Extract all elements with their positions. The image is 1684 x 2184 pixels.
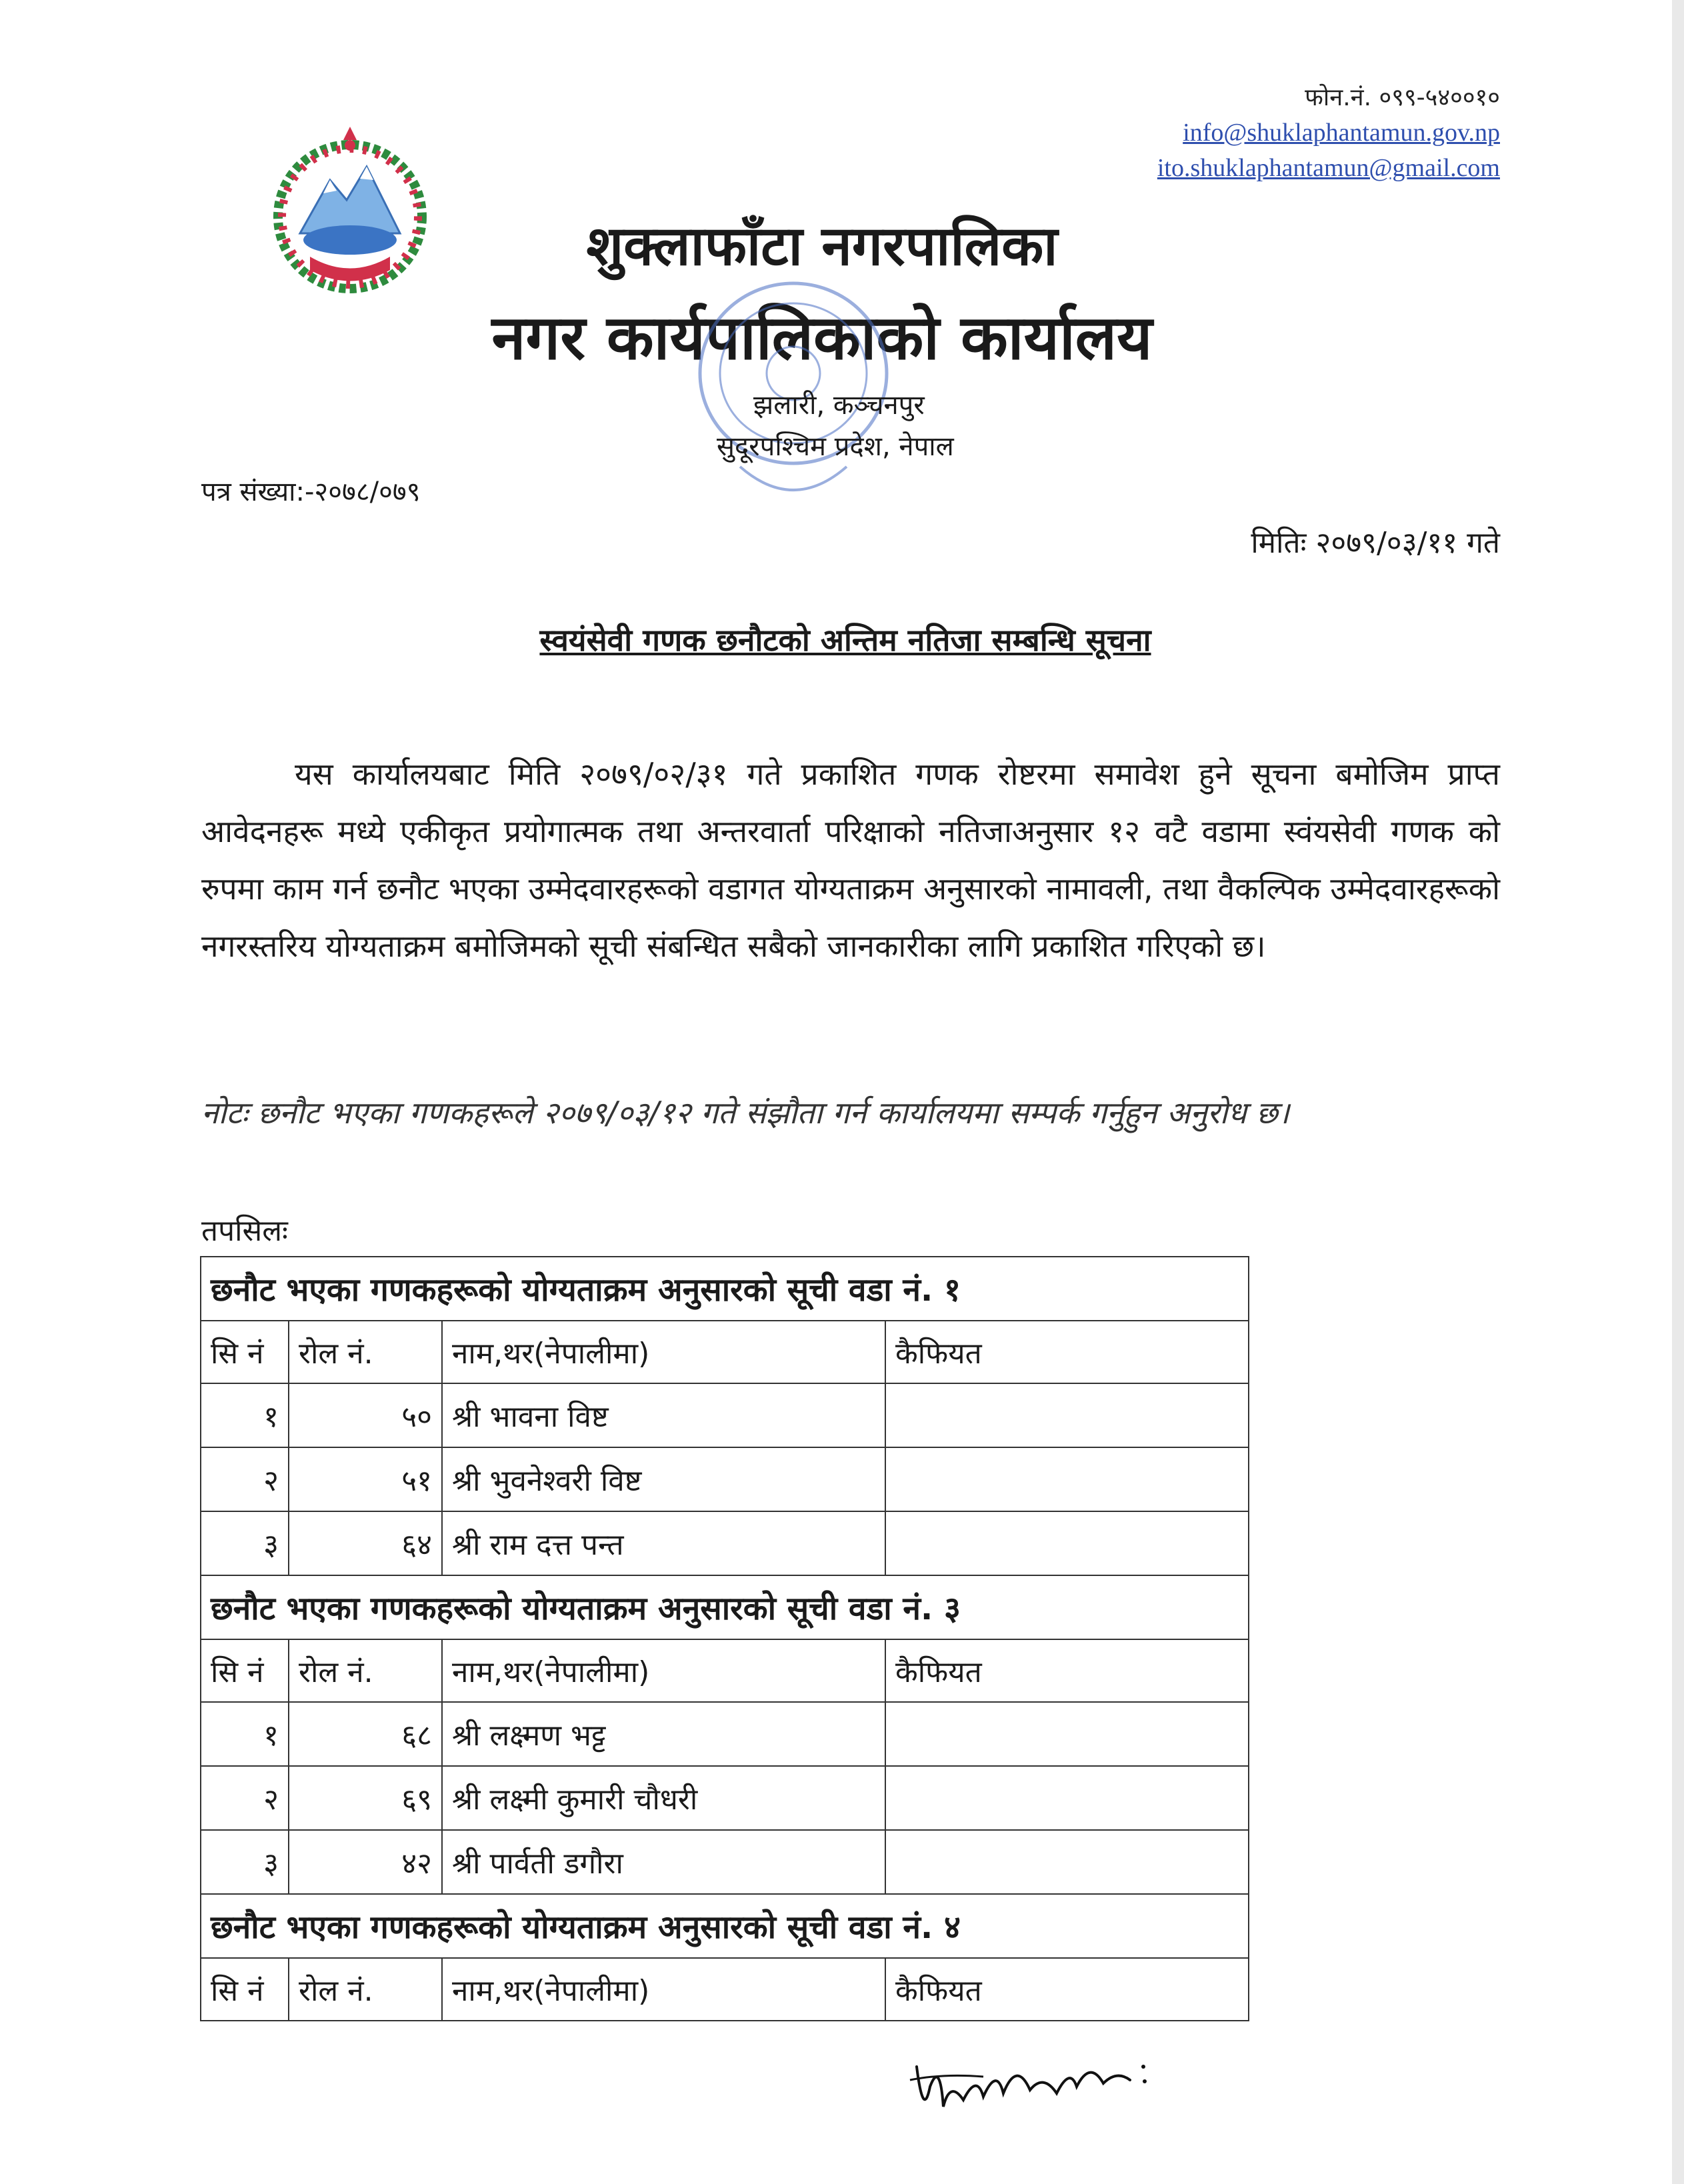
column-header-row (201, 1321, 1249, 1383)
cell-name: श्री भुवनेश्वरी विष्ट (442, 1447, 885, 1511)
col-header-sn: सि नं (201, 1639, 289, 1702)
letter-date: मितिः २०७९/०३/११ गते (1251, 526, 1500, 560)
letter-body: यस कार्यालयबाट मिति २०७९/०२/३१ गते प्रकाशित गणक रोष्टरमा समावेश हुने सूचना बमोजिम प्राप्त आवेदनहरू मध्ये एकीकृत प्रयोगात्मक तथा अन्तरवार्ता परिक्षाको नतिजाअनुसार १२ वटै वडामा स्वंयसेवी गणक को रुपमा काम गर्न छनौट भएका उम्मेदवारहरूको वडागत योग्यताक्रम अनुसारको नामावली, तथा वैकल्पिक उम्मेदवारहरूको नगरस्तरिय योग्यताक्रम बमोजिमको सूची संबन्धित सबैको जानकारीका लागि प्रकाशित गरिएको छ। (201, 756, 1500, 964)
phone-number: फोन.नं. ०९९-५४००१० (1305, 84, 1500, 111)
col-header-remark: कैफियत (885, 1958, 1249, 2021)
cell-sn: ३ (201, 1830, 289, 1894)
cell-roll: ४२ (289, 1830, 442, 1894)
ward-heading: छनौट भएका गणकहरूको योग्यताक्रम अनुसारको सूची वडा नं. ३ (201, 1575, 1249, 1639)
email-link-secondary[interactable]: ito.shuklaphantamun@gmail.com (1157, 154, 1500, 182)
details-label: तपसिलः (201, 1214, 288, 1248)
cell-name: श्री लक्ष्मी कुमारी चौधरी (442, 1766, 885, 1830)
table-row (201, 1830, 1249, 1894)
cell-name: श्री पार्वती डगौरा (442, 1830, 885, 1894)
cell-remark (885, 1830, 1249, 1894)
letter-note: नोटः छनौट भएका गणकहरूले २०७९/०३/१२ गते संझौता गर्न कार्यालयमा सम्पर्क गर्नुहुन अनुरोध छ। (201, 1095, 1290, 1131)
cell-sn: २ (201, 1766, 289, 1830)
table-row (201, 1766, 1249, 1830)
col-header-roll: रोल नं. (289, 1639, 442, 1702)
address-line-1: झलारी, कञ्चनपुर (753, 390, 925, 421)
cell-remark (885, 1766, 1249, 1830)
email-link-primary[interactable]: info@shuklaphantamun.gov.np (1183, 119, 1500, 147)
cell-name: श्री भावना विष्ट (442, 1383, 885, 1447)
contact-block (1157, 80, 1500, 186)
cell-remark (885, 1511, 1249, 1575)
ward-heading-row (201, 1575, 1249, 1639)
cell-roll: ५१ (289, 1447, 442, 1511)
col-header-roll: रोल नं. (289, 1321, 442, 1383)
cell-roll: ५० (289, 1383, 442, 1447)
cell-sn: ३ (201, 1511, 289, 1575)
col-header-name: नाम,थर(नेपालीमा) (442, 1958, 885, 2021)
cell-remark (885, 1383, 1249, 1447)
col-header-remark: कैफियत (885, 1639, 1249, 1702)
reference-number: पत्र संख्या:-२०७८/०७९ (201, 477, 421, 507)
column-header-row (201, 1958, 1249, 2021)
cell-roll: ६४ (289, 1511, 442, 1575)
col-header-remark: कैफियत (885, 1321, 1249, 1383)
col-header-sn: सि नं (201, 1958, 289, 2021)
table-row (201, 1702, 1249, 1766)
ward-heading: छनौट भएका गणकहरूको योग्यताक्रम अनुसारको सूची वडा नं. १ (201, 1257, 1249, 1321)
letter-subject: स्वयंसेवी गणक छनौटको अन्तिम नतिजा सम्बन्धि सूचना (539, 622, 1151, 658)
table-row (201, 1383, 1249, 1447)
cell-roll: ६८ (289, 1702, 442, 1766)
table-row (201, 1511, 1249, 1575)
cell-name: श्री लक्ष्मण भट्ट (442, 1702, 885, 1766)
cell-sn: १ (201, 1702, 289, 1766)
cell-name: श्री राम दत्त पन्त (442, 1511, 885, 1575)
ward-results-table (200, 1256, 1249, 2021)
col-header-roll: रोल नं. (289, 1958, 442, 2021)
handwritten-signature (903, 2040, 1183, 2133)
org-name: शुक्लाफाँटा नगरपालिका (586, 215, 1058, 278)
col-header-sn: सि नं (201, 1321, 289, 1383)
col-header-name: नाम,थर(नेपालीमा) (442, 1321, 885, 1383)
cell-roll: ६९ (289, 1766, 442, 1830)
column-header-row (201, 1639, 1249, 1702)
ward-heading-row (201, 1257, 1249, 1321)
ward-heading-row (201, 1894, 1249, 1958)
address-line-2: सुदूरपश्चिम प्रदेश, नेपाल (717, 431, 954, 462)
ward-heading: छनौट भएका गणकहरूको योग्यताक्रम अनुसारको सूची वडा नं. ४ (201, 1894, 1249, 1958)
cell-remark (885, 1447, 1249, 1511)
cell-remark (885, 1702, 1249, 1766)
cell-sn: १ (201, 1383, 289, 1447)
cell-sn: २ (201, 1447, 289, 1511)
col-header-name: नाम,थर(नेपालीमा) (442, 1639, 885, 1702)
office-name: नगर कार्यपालिकाको कार्यालय (491, 302, 1153, 373)
table-row (201, 1447, 1249, 1511)
